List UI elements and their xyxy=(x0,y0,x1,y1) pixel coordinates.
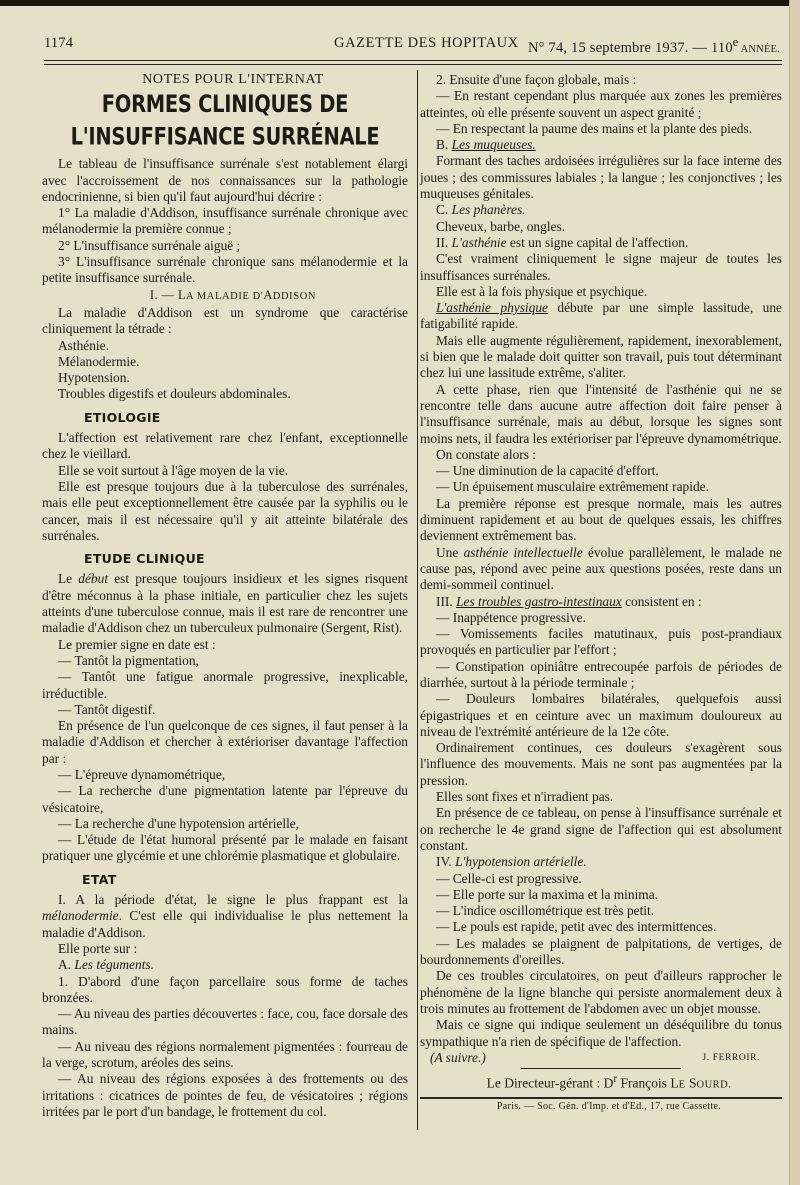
paragraph: La première réponse est presque normale, mais les autres diminuent rapidement et au bout de quelques essais, les chiffres deviennent extrêmement bas. xyxy=(420,495,782,544)
tetrade-item: Hypotension. xyxy=(58,370,130,386)
list-item: — L'indice oscillométrique est très petit. xyxy=(436,903,655,919)
paragraph: Mais ce signe qui indique seulement un déséquilibre du tonus sympathique n'a rien de spécifique de l'affection. xyxy=(420,1017,782,1049)
list-item: — Douleurs lombaires bilatérales, quelquefois aussi épigastriques et en ceinture avec un maximum douloureux au niveau de l'extrémité antérieure de la 12e côte. xyxy=(420,691,782,739)
paragraph: De ces troubles circulatoires, on peut d'ailleurs rapprocher le phénomène de la ligne blanche qui persiste anormalement deux à trois minutes au frottement de l'abdomen avec un objet mousse. xyxy=(420,968,782,1016)
intro-item: 2° L'insuffisance surrénale aiguë ; xyxy=(58,237,241,253)
column-rule xyxy=(417,70,418,1130)
left-column xyxy=(42,72,408,1120)
list-item: — Une diminution de la capacité d'effort. xyxy=(436,463,659,479)
clinique-list-item: — La recherche d'une pigmentation latente par l'épreuve du vésicatoire, xyxy=(42,783,408,815)
clinique-list-item: — Tantôt une fatigue anormale progressive, inexplicable, irréductible. xyxy=(42,669,408,701)
list-item: — Vomissements faciles matutinaux, puis post-prandiaux provoqués en particulier par l'effort ; xyxy=(420,626,782,658)
list-item: — Constipation opiniâtre entrecoupée parfois de périodes de diarrhée, surtout à la période terminale ; xyxy=(420,658,782,690)
paragraph: Une asthénie intellectuelle évolue parallèlement, le malade ne cause pas, répond avec peine aux questions posées, reste dans un demi-sommeil continuel. xyxy=(420,544,783,593)
paragraph-troubles: III. Les troubles gastro-intestinaux consistent en : xyxy=(436,593,702,609)
addison-intro: La maladie d'Addison est un syndrome que caractérise cliniquement la tétrade : xyxy=(42,304,408,337)
author-signature: J. FERROIR. xyxy=(702,1052,760,1063)
section-heading-addison: I. — LA MALADIE D'ADDISON xyxy=(149,287,317,302)
intro-item: 1° La maladie d'Addison, insuffisance surrénale chronique avec mélanodermie la première connue ; xyxy=(42,205,408,237)
paragraph: Cheveux, barbe, ongles. xyxy=(436,218,566,234)
intro-paragraph: Le tableau de l'insuffisance surrénale s'est notablement élargi avec l'accroissement de nos connaissances sur la pathologie endocrinienne, si bien qu'il faut aujourd'hui décrire : xyxy=(42,156,408,204)
list-item: — Un épuisement musculaire extrêmement rapide. xyxy=(436,479,709,495)
paragraph: Elles sont fixes et n'irradient pas. xyxy=(436,789,614,805)
tetrade-item: Asthénie. xyxy=(58,337,109,353)
page-header xyxy=(44,35,784,57)
scan-top-edge xyxy=(0,0,800,6)
notes-heading: NOTES POUR L'INTERNAT xyxy=(142,72,324,87)
printer-line: Paris. — Soc. Gén. d'Imp. et d'Ed., 17, rue Cassette. xyxy=(496,1100,722,1112)
clinique-heading: ETUDE CLINIQUE xyxy=(84,551,205,567)
list-item: — Celle-ci est progressive. xyxy=(436,870,582,886)
tetrade-item: Troubles digestifs et douleurs abdominales. xyxy=(58,386,291,402)
clinique-list-item: — La recherche d'une hypotension artérielle, xyxy=(58,815,300,831)
scan-right-edge xyxy=(789,0,800,1185)
paragraph: Elle est à la fois physique et psychique. xyxy=(436,283,648,299)
page-number: 1174 xyxy=(44,35,74,51)
clinique-paragraph: En présence de l'un quelconque de ces signes, il faut penser à la maladie d'Addison et chercher à extérioriser davantage l'affection par : xyxy=(42,718,408,766)
subheading-phaneres: C. Les phanères. xyxy=(436,202,526,218)
paragraph: On constate alors : xyxy=(436,446,537,462)
etat-paragraph: Elle porte sur : xyxy=(58,940,138,956)
to-be-continued: (A suivre.) xyxy=(430,1049,486,1065)
etat-heading: ETAT xyxy=(82,871,117,887)
clinique-list-item: — L'épreuve dynamométrique, xyxy=(58,766,226,782)
paragraph: L'asthénie physique débute par une simple lassitude, une fatigabilité rapide. xyxy=(420,300,782,332)
paragraph: Formant des taches ardoisées irrégulières sur la face interne des joues ; des commissures labiales ; la langue ; les conjonctives ; les muqueuses génitales. xyxy=(420,153,782,202)
list-item: — Inappétence progressive. xyxy=(436,609,586,625)
paragraph: C'est vraiment cliniquement le signe majeur de toutes les insuffisances surrénales. xyxy=(420,251,782,283)
paragraph-hypotension: IV. L'hypotension artérielle. xyxy=(436,854,587,870)
clinique-list-item: — L'étude de l'état humoral présenté par le malade en faisant pratiquer une glycémie et une chlorémie plasmatique et globulaire. xyxy=(42,832,408,864)
etiologie-heading: ETIOLOGIE xyxy=(84,409,161,425)
etat-list-item: — Au niveau des régions exposées à des frottements ou des irritations : cicatrices de pointes de feu, de vésicatoires ; régions irritées par le port d'un bandage, le frottement du col. xyxy=(42,1071,408,1119)
etat-paragraph: I. A la période d'état, le signe le plus frappant est la mélanodermie. C'est elle qui individualise le plus nettement la maladie d'Addison. xyxy=(42,892,408,940)
list-item: — Les malades se plaignent de palpitations, de vertiges, de bourdonnements d'oreilles. xyxy=(420,935,782,968)
director-line: Le Directeur-gérant : $D^r$ François LE SOURD. xyxy=(486,1073,732,1091)
etat-list-item: — Au niveau des parties découvertes : face, cou, face dorsale des mains. xyxy=(42,1006,408,1038)
list-item: — Elle porte sur la maxima et la minima. xyxy=(436,886,658,902)
article-title: FORMES CLINIQUES DE L'INSUFFISANCE SURRÉNALE xyxy=(70,89,380,151)
clinique-list-item: — Tantôt la pigmentation, xyxy=(58,652,199,668)
right-column xyxy=(420,72,782,1115)
divider xyxy=(521,1068,681,1069)
clinique-paragraph: Le début est presque toujours insidieux et les signes risquent d'être méconnus à la phase initiale, en particulier chez les sujets atteints d'une tuberculose connue, mais il est rare de rencontrer une maladie d'Addison chez un tuberculeux pulmonaire (Sergent, Rist). xyxy=(42,571,408,636)
etat-list-item: — Au niveau des régions normalement pigmentées : fourreau de la verge, scrotum, aréoles des seins. xyxy=(42,1038,408,1071)
subheading-muqueuses: B. Les muqueuses. xyxy=(436,137,536,153)
etiologie-paragraph: Elle est presque toujours due à la tuberculose des surrénales, mais elle peut exceptionnellement être causée par la syphilis ou le cancer, mais il est nécessaire qu'il y ait atteinte bilatérale des surrénales. xyxy=(42,478,408,543)
etat-list-item: 1. D'abord d'une façon parcellaire sous forme de taches bronzées. xyxy=(42,973,408,1005)
clinique-paragraph: Le premier signe en date est : xyxy=(58,636,216,652)
masthead: GAZETTE DES HOPITAUX xyxy=(334,35,519,51)
paragraph: A cette phase, rien que l'intensité de l'asthénie qui ne se rencontre telle dans aucune autre affection doit faire penser à l'insuffisance surrénale, mais au début, lorsque les signes sont moins nets, il faudra les extérioriser par l'épreuve dynamométrique. xyxy=(420,381,782,446)
closing-line xyxy=(420,1050,782,1066)
etat-subheading: A. Les téguments. xyxy=(58,957,154,973)
etiologie-paragraph: Elle se voit surtout à l'âge moyen de la vie. xyxy=(58,462,288,478)
clinique-list-item: — Tantôt digestif. xyxy=(58,701,156,717)
intro-item: 3° L'insuffisance surrénale chronique sans mélanodermie et la petite insuffisance surrénale. xyxy=(42,254,408,286)
etiologie-paragraph: L'affection est relativement rare chez l'enfant, exceptionnelle chez le vieillard. xyxy=(42,430,408,462)
paragraph-asthenie: II. L'asthénie est un signe capital de l'affection. xyxy=(436,234,689,250)
tetrade-item: Mélanodermie. xyxy=(58,353,140,369)
paragraph: Mais elle augmente régulièrement, rapidement, inexorablement, si bien que le malade doit quitter son travail, puis tout déterminant chez lui une lassitude extrême, s'aliter. xyxy=(420,332,782,381)
paragraph: Ordinairement continues, ces douleurs s'exagèrent sous l'influence des mouvements. Mais ne sont pas augmentées par la pression. xyxy=(420,740,782,788)
paragraph: En présence de ce tableau, on pense à l'insuffisance surrénale et on recherche le 4e grand signe de l'affection qui est absolument constant. xyxy=(420,805,782,853)
list-item: — En respectant la paume des mains et la plante des pieds. xyxy=(436,120,753,136)
issue-info: N° 74, 15 septembre 1937. — 110e ANNÉE. xyxy=(528,35,780,56)
list-item: — En restant cependant plus marquée aux zones les premières atteintes, où elle présente souvent un aspect granité ; xyxy=(420,88,782,120)
header-rule-2 xyxy=(44,64,782,65)
list-item: — Le pouls est rapide, petit avec des intermittences. xyxy=(436,919,717,935)
paragraph: 2. Ensuite d'une façon globale, mais : xyxy=(436,72,637,87)
header-rule xyxy=(44,60,782,61)
